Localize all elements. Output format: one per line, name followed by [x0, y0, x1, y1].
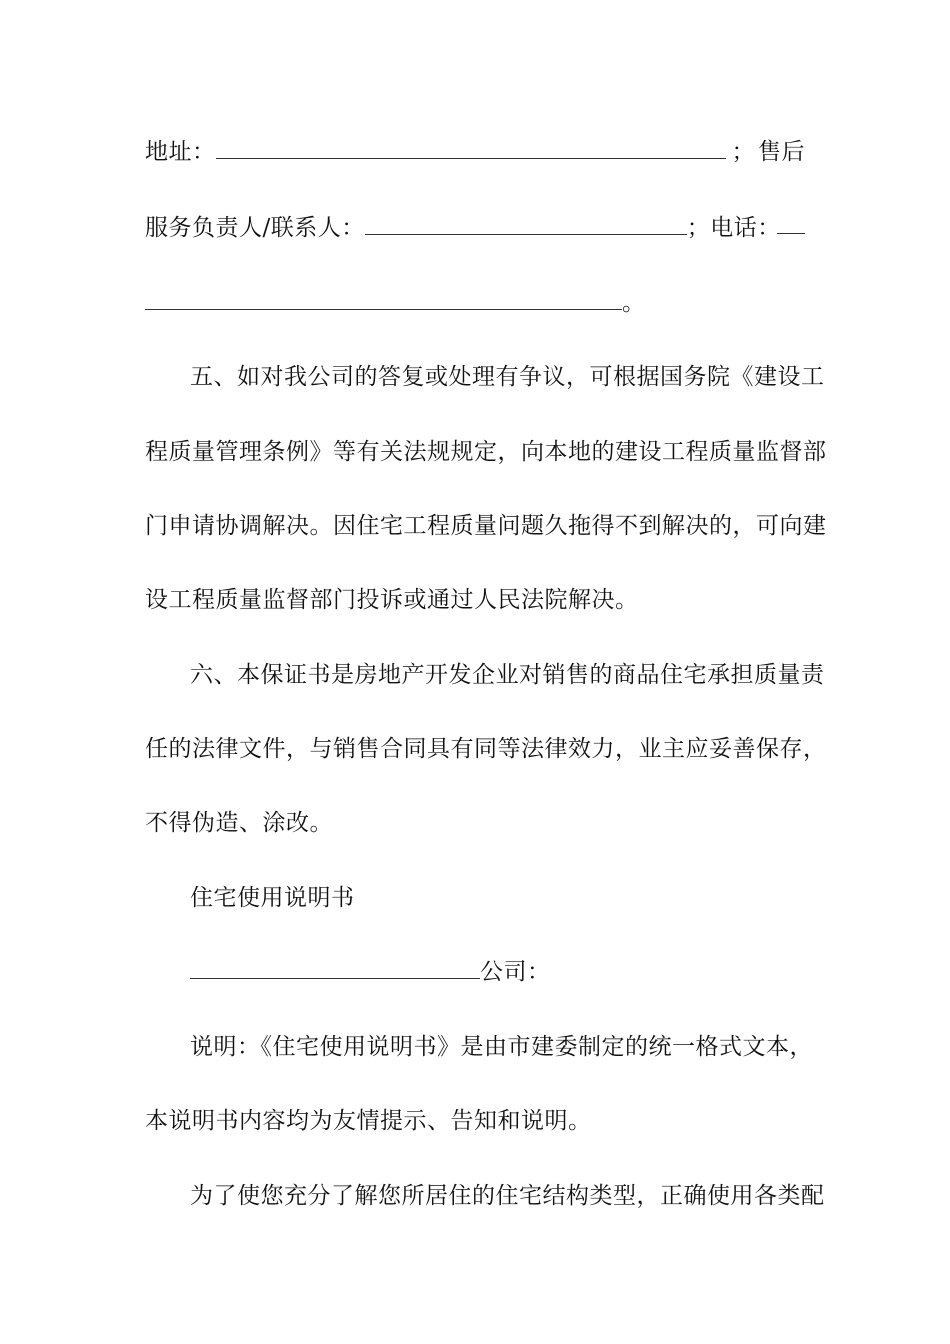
address-label: 地址：: [145, 139, 216, 165]
phone-line: [145, 288, 805, 318]
section6-line2: 任的法律文件，与销售合同具有同等法律效力，业主应妥善保存，: [145, 736, 827, 762]
manual-title: 住宅使用说明书: [190, 885, 355, 911]
phone-blank[interactable]: [145, 289, 622, 310]
after-sales-label: 售后: [758, 139, 805, 165]
section6-line1: 六、本保证书是房地产开发企业对销售的商品住宅承担质量责: [190, 662, 825, 688]
section5-line2: 程质量管理条例》等有关法规规定，向本地的建设工程质量监督部: [145, 439, 827, 465]
company-name-blank[interactable]: [190, 958, 480, 979]
section5-line3: 门申请协调解决。因住宅工程质量问题久拖得不到解决的，可向建: [145, 513, 827, 539]
address-line: [145, 137, 805, 167]
company-suffix: 公司：: [480, 959, 551, 985]
phone-end: 。: [622, 290, 646, 316]
section6-line3: 不得伪造、涂改。: [145, 810, 333, 836]
address-end: ；: [731, 139, 755, 165]
address-blank[interactable]: [216, 138, 726, 159]
manual-note-line2: 本说明书内容均为友情提示、告知和说明。: [145, 1108, 592, 1134]
service-contact-blank[interactable]: [365, 214, 687, 235]
section5-line4: 设工程质量监督部门投诉或通过人民法院解决。: [145, 587, 639, 613]
manual-company-line: [190, 957, 805, 987]
section5-line1: 五、如对我公司的答复或处理有争议，可根据国务院《建设工: [190, 364, 825, 390]
manual-intro-line1: 为了使您充分了解您所居住的住宅结构类型，正确使用各类配: [190, 1183, 825, 1209]
service-contact-label: 服务负责人/联系人：: [145, 215, 365, 241]
service-contact-end: ；电话：: [686, 215, 781, 241]
service-contact-line: [145, 213, 805, 243]
phone-blank-start[interactable]: [777, 213, 805, 234]
manual-note-line1: 说明：《住宅使用说明书》是由市建委制定的统一格式文本，: [190, 1034, 813, 1060]
